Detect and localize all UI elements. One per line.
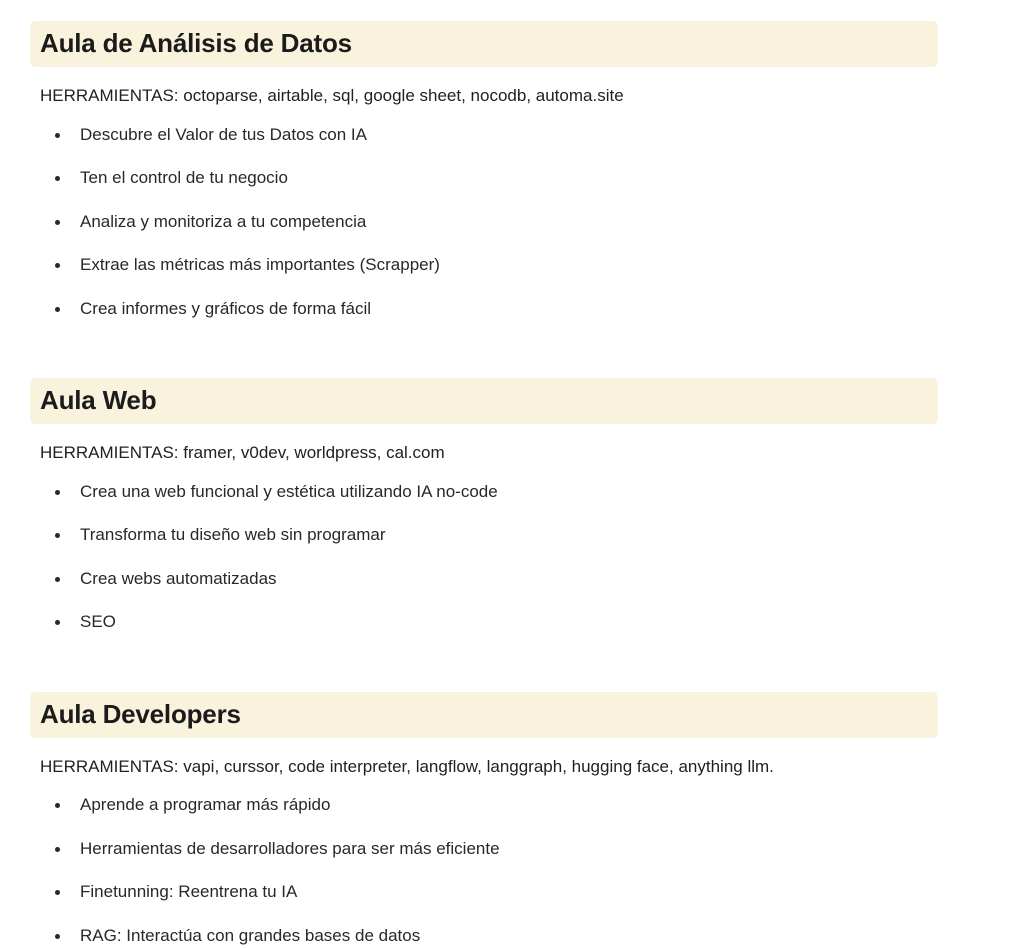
list-item-label: Transforma tu diseño web sin programar [80, 525, 386, 545]
bullet-icon [55, 577, 60, 582]
list-item-label: Crea informes y gráficos de forma fácil [80, 298, 371, 318]
list-item-label: Herramientas de desarrolladores para ser más eficiente [80, 838, 500, 858]
bullet-icon [55, 620, 60, 625]
bullet-icon [55, 490, 60, 495]
list-item [0, 522, 1024, 548]
list-item [0, 252, 1024, 278]
list-item [0, 479, 1024, 505]
bullet-icon [55, 847, 60, 852]
list-item [0, 566, 1024, 592]
list-item [0, 165, 1024, 191]
list-item [0, 296, 1024, 322]
list-item [0, 923, 1024, 948]
spacer [0, 653, 1024, 692]
list-item-label: Finetunning: Reentrena tu IA [80, 882, 298, 902]
list-item-label: SEO [80, 612, 116, 632]
list-item-label: Ten el control de tu negocio [80, 168, 288, 188]
list-item-label: Crea webs automatizadas [80, 568, 277, 588]
bullet-icon [55, 803, 60, 808]
bullet-icon [55, 133, 60, 138]
feature-list [0, 479, 1024, 635]
bullet-icon [55, 220, 60, 225]
list-item [0, 122, 1024, 148]
list-item [0, 209, 1024, 235]
section-aula-web [0, 378, 1024, 635]
feature-list [0, 122, 1024, 322]
section-aula-de-analisis-de-datos [0, 0, 1024, 321]
section-heading: Aula Web [30, 378, 938, 424]
list-item [0, 879, 1024, 905]
list-item-label: Crea una web funcional y estética utilizando IA no-code [80, 481, 498, 501]
bullet-icon [55, 533, 60, 538]
section-heading: Aula de Análisis de Datos [30, 21, 938, 67]
list-item-label: Analiza y monitoriza a tu competencia [80, 211, 367, 231]
list-item-label: Descubre el Valor de tus Datos con IA [80, 124, 367, 144]
spacer [0, 424, 1024, 440]
bullet-icon [55, 890, 60, 895]
spacer [0, 67, 1024, 83]
tools-line: HERRAMIENTAS: octoparse, airtable, sql, google sheet, nocodb, automa.site [40, 86, 624, 106]
list-item-label: Aprende a programar más rápido [80, 795, 331, 815]
bullet-icon [55, 263, 60, 268]
tools-line: HERRAMIENTAS: vapi, curssor, code interpreter, langflow, langgraph, hugging face, anything llm. [40, 756, 774, 776]
list-item-label: Extrae las métricas más importantes (Scrapper) [80, 255, 440, 275]
list-item [0, 836, 1024, 862]
spacer [0, 738, 1024, 754]
spacer [0, 339, 1024, 378]
list-item-label: RAG: Interactúa con grandes bases de datos [80, 925, 421, 945]
bullet-icon [55, 307, 60, 312]
tools-line: HERRAMIENTAS: framer, v0dev, worldpress, cal.com [40, 443, 445, 463]
feature-list [0, 792, 1024, 948]
section-heading: Aula Developers [30, 692, 938, 738]
bullet-icon [55, 176, 60, 181]
bullet-icon [55, 934, 60, 939]
spacer [0, 779, 1024, 792]
spacer [0, 109, 1024, 122]
list-item [0, 609, 1024, 635]
list-item [0, 792, 1024, 818]
spacer [0, 466, 1024, 479]
section-aula-developers [0, 692, 1024, 948]
